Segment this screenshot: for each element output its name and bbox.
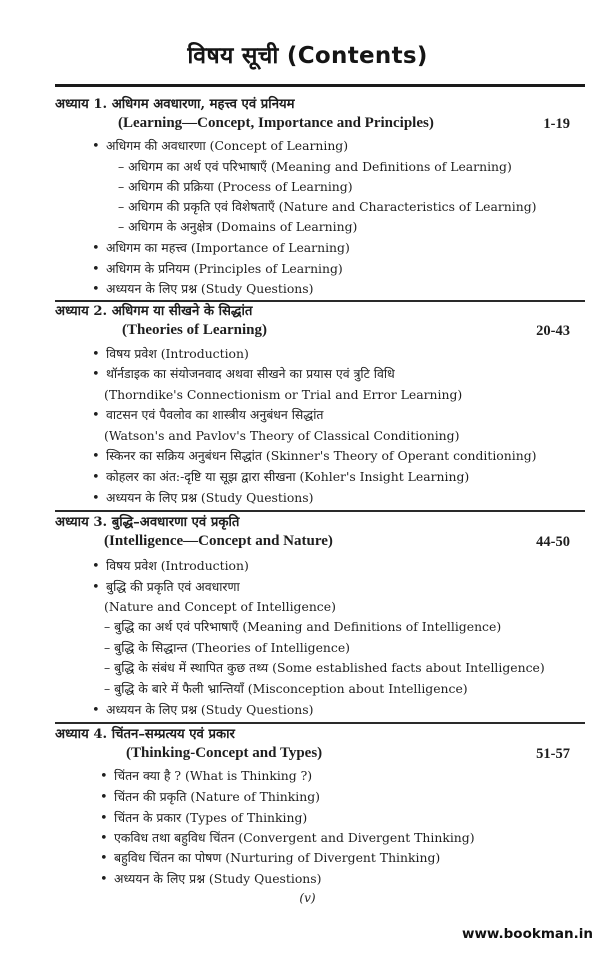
- list-item: – अधिगम के अनुक्षेत्र (Domains of Learning): [118, 219, 358, 234]
- page-title: विषय सूची (Contents): [187, 43, 428, 69]
- chapter-1-heading: अध्याय 1. अधिगम अवधारणा, महत्त्व एवं प्रनियम: [55, 97, 295, 112]
- list-item: • चिंतन क्या है ? (What is Thinking ?): [100, 768, 312, 785]
- chapter-4-heading: अध्याय 4. चिंतन–सम्प्रत्यय एवं प्रकार: [55, 727, 235, 742]
- list-item: • चिंतन के प्रकार (Types of Thinking): [100, 810, 307, 827]
- list-item: • विषय प्रवेश (Introduction): [92, 558, 249, 575]
- list-item: • वाटसन एवं पैवलोव का शास्त्रीय अनुबंधन सिद्धांत: [92, 407, 323, 424]
- list-item: • अध्ययन के लिए प्रश्न (Study Questions): [92, 490, 313, 507]
- list-item: (Thorndike's Connectionism or Trial and Error Learning): [104, 387, 463, 402]
- chapter-1-pages: 1-19: [543, 116, 570, 132]
- chapter-4-subtitle: (Thinking-Concept and Types): [126, 745, 323, 761]
- list-item: • अधिगम की अवधारणा (Concept of Learning): [92, 138, 348, 155]
- chapter-3-subtitle: (Intelligence—Concept and Nature): [104, 533, 333, 549]
- chapter-2-pages: 20-43: [536, 323, 570, 339]
- website-watermark: www.bookman.in: [461, 926, 593, 942]
- chapter-4-pages: 51-57: [536, 746, 570, 762]
- list-item: • अध्ययन के लिए प्रश्न (Study Questions): [92, 702, 313, 719]
- list-item: – बुद्धि के बारे में फैली भ्रान्तियाँ (Misconception about Intelligence): [104, 681, 468, 696]
- list-item: • अध्ययन के लिए प्रश्न (Study Questions): [100, 871, 321, 888]
- list-item: • अध्ययन के लिए प्रश्न (Study Questions): [92, 281, 313, 298]
- chapter-divider: [55, 722, 585, 724]
- list-item: • स्किनर का सक्रिय अनुबंधन सिद्धांत (Skinner's Theory of Operant conditioning): [92, 448, 536, 465]
- chapter-1-subtitle: (Learning—Concept, Importance and Principles): [118, 115, 434, 131]
- list-item: • बहुविध चिंतन का पोषण (Nurturing of Divergent Thinking): [100, 850, 440, 867]
- list-item: • थॉर्नडाइक का संयोजनवाद अथवा सीखने का प्रयास एवं त्रुटि विधि: [92, 366, 395, 383]
- chapter-3-pages: 44-50: [536, 534, 570, 550]
- list-item: • कोहलर का अंत:-दृष्टि या सूझ द्वारा सीखना (Kohler's Insight Learning): [92, 469, 469, 486]
- list-item: – अधिगम की प्रक्रिया (Process of Learning): [118, 179, 353, 194]
- list-item: – बुद्धि का अर्थ एवं परिभाषाएँ (Meaning and Definitions of Intelligence): [104, 619, 502, 634]
- list-item: (Watson's and Pavlov's Theory of Classical Conditioning): [104, 428, 460, 443]
- title-rule: [55, 84, 585, 87]
- list-item: • विषय प्रवेश (Introduction): [92, 346, 249, 363]
- chapter-3-heading: अध्याय 3. बुद्धि–अवधारणा एवं प्रकृति: [55, 515, 240, 530]
- list-item: – बुद्धि के संबंध में स्थापित कुछ तथ्य (Some established facts about Intelligence): [104, 660, 545, 675]
- list-item: • एकविध तथा बहुविध चिंतन (Convergent and Divergent Thinking): [100, 830, 475, 847]
- list-item: • अधिगम के प्रनियम (Principles of Learning): [92, 261, 343, 278]
- list-item: – अधिगम की प्रकृति एवं विशेषताएँ (Nature and Characteristics of Learning): [118, 199, 537, 214]
- chapter-divider: [55, 300, 585, 302]
- list-item: – बुद्धि के सिद्धान्त (Theories of Intelligence): [104, 640, 351, 655]
- list-item: • चिंतन की प्रकृति (Nature of Thinking): [100, 789, 320, 806]
- page-number: (v): [299, 891, 316, 905]
- chapter-2-heading: अध्याय 2. अधिगम या सीखने के सिद्धांत: [55, 304, 253, 319]
- list-item: (Nature and Concept of Intelligence): [104, 599, 336, 614]
- list-item: • अधिगम का महत्त्व (Importance of Learning): [92, 240, 350, 257]
- list-item: – अधिगम का अर्थ एवं परिभाषाएँ (Meaning and Definitions of Learning): [118, 159, 512, 174]
- chapter-divider: [55, 510, 585, 512]
- list-item: • बुद्धि की प्रकृति एवं अवधारणा: [92, 579, 240, 596]
- chapter-2-subtitle: (Theories of Learning): [122, 322, 267, 338]
